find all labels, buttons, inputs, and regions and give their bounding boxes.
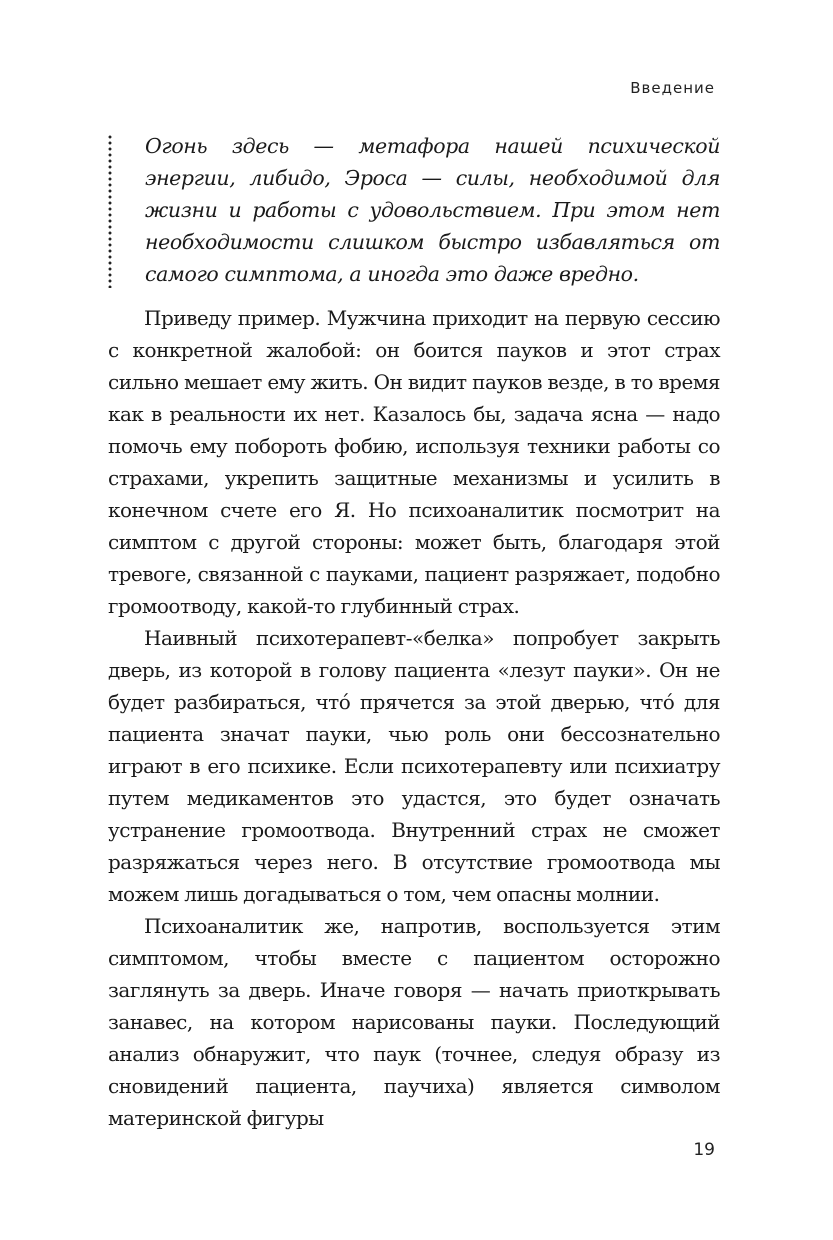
running-head: Введение bbox=[630, 79, 715, 97]
paragraph-3: Психоаналитик же, напротив, воспользуется этим симптомом, чтобы вместе с пациентом осторожно заглянуть за дверь. Иначе говоря — начать приоткрывать занавес, на котором нарисованы пауки. Последующий анализ обнаружит, что паук (точнее, следуя образу из сновидений пациента, паучиха) является символом материнской фигуры bbox=[108, 914, 720, 1130]
paragraph-2: Наивный психотерапевт-«белка» попробует закрыть дверь, из которой в голову пациента «лезут пауки». Он не будет разбираться, чтó прячется за этой дверью, чтó для пациента значат пауки, чью роль они бессознательно играют в его психике. Если психотерапевту или психиатру путем медикаментов это удастся, это будет означать устранение громоотвода. Внутренний страх не сможет разряжаться через него. В отсутствие громоотвода мы можем лишь догадываться о том, чем опасны молнии. bbox=[108, 626, 720, 906]
epigraph-text: Огонь здесь — метафора нашей психической энергии, либидо, Эроса — силы, необходимой для жизни и работы с удовольствием. При этом нет необходимости слишком быстро избавляться от самого симптома, а иногда это даже вредно. bbox=[145, 134, 720, 286]
epigraph-block bbox=[108, 130, 718, 290]
dotted-quote-rule bbox=[108, 134, 112, 288]
paragraph-1: Приведу пример. Мужчина приходит на первую сессию с конкретной жалобой: он боится пауков и этот страх сильно мешает ему жить. Он видит пауков везде, в то время как в реальности их нет. Казалось бы, задача ясна — надо помочь ему побороть фобию, используя техники работы со страхами, укрепить защитные механизмы и усилить в конечном счете его Я. Но психоаналитик посмотрит на симптом с другой стороны: может быть, благодаря этой тревоге, связанной с пауками, пациент разряжает, подобно громоотводу, какой-то глубинный страх. bbox=[108, 306, 720, 618]
body-text bbox=[108, 302, 720, 1134]
page-number: 19 bbox=[693, 1140, 715, 1160]
